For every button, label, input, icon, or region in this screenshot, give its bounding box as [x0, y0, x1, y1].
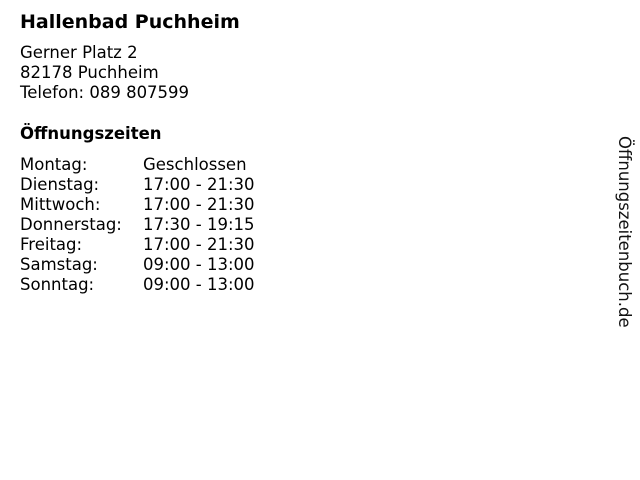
time-value: 09:00 - 13:00	[143, 275, 255, 294]
time-value: 17:30 - 19:15	[143, 215, 255, 234]
address-block	[20, 43, 580, 103]
day-label: Montag:	[20, 155, 88, 174]
day-label: Freitag:	[20, 235, 83, 254]
hours-row-wednesday	[20, 195, 580, 215]
opening-hours-heading: Öffnungszeiten	[20, 124, 162, 143]
address-city: 82178 Puchheim	[20, 63, 159, 82]
site-watermark: Öffnungszeitenbuch.de	[615, 136, 634, 328]
day-label: Dienstag:	[20, 175, 100, 194]
day-label: Mittwoch:	[20, 195, 101, 214]
business-card	[20, 10, 580, 295]
hours-row-saturday	[20, 255, 580, 275]
hours-row-thursday	[20, 215, 580, 235]
time-value: 17:00 - 21:30	[143, 235, 255, 254]
day-label: Sonntag:	[20, 275, 95, 294]
opening-hours-table	[20, 155, 580, 295]
time-value: 17:00 - 21:30	[143, 175, 255, 194]
business-name: Hallenbad Puchheim	[20, 11, 240, 33]
hours-row-monday	[20, 155, 580, 175]
phone-number: Telefon: 089 807599	[20, 83, 190, 102]
day-label: Donnerstag:	[20, 215, 122, 234]
day-label: Samstag:	[20, 255, 98, 274]
hours-row-sunday	[20, 275, 580, 295]
hours-row-friday	[20, 235, 580, 255]
time-value: Geschlossen	[143, 155, 247, 174]
time-value: 09:00 - 13:00	[143, 255, 255, 274]
address-street: Gerner Platz 2	[20, 43, 138, 62]
time-value: 17:00 - 21:30	[143, 195, 255, 214]
hours-row-tuesday	[20, 175, 580, 195]
